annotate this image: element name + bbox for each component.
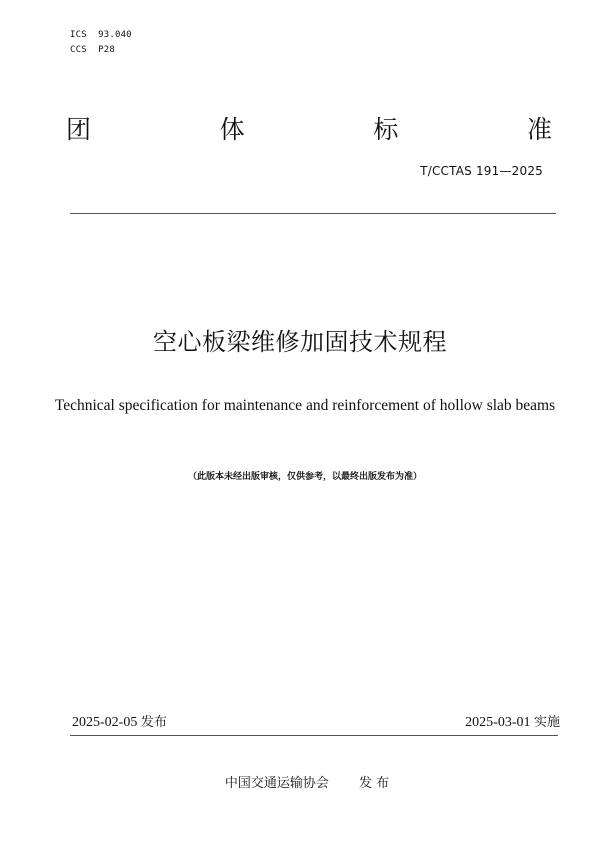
issue-label: 发布 xyxy=(140,715,167,730)
title-english: Technical specification for maintenance and reinforcement of hollow slab beams xyxy=(54,397,556,414)
date-row xyxy=(72,714,560,732)
standard-type-char: 标 xyxy=(373,115,399,144)
top-divider xyxy=(70,213,556,214)
ics-code: ICS 93.040 xyxy=(70,30,132,40)
publisher-line xyxy=(0,775,600,793)
publisher-action: 发 布 xyxy=(358,776,390,791)
issue-date: 2025-02-05 xyxy=(72,715,138,730)
effective-date: 2025-03-01 xyxy=(465,715,531,730)
publisher-name: 中国交通运输协会 xyxy=(224,776,329,791)
standard-type-heading xyxy=(66,114,552,146)
standard-type-char: 团 xyxy=(66,115,92,144)
standard-type-char: 体 xyxy=(219,115,245,144)
title-chinese: 空心板梁维修加固技术规程 xyxy=(153,328,447,356)
standard-code: T/CCTAS 191—2025 xyxy=(420,164,543,178)
draft-note: （此版本未经出版审核，仅供参考，以最终出版发布为准） xyxy=(187,472,422,482)
ccs-code: CCS P28 xyxy=(70,45,115,55)
standard-type-char: 准 xyxy=(526,115,552,144)
effective-label: 实施 xyxy=(533,715,560,730)
classification-block xyxy=(70,28,132,58)
issue-date-group xyxy=(72,714,167,732)
bottom-divider xyxy=(70,735,558,736)
effective-date-group xyxy=(465,714,560,732)
